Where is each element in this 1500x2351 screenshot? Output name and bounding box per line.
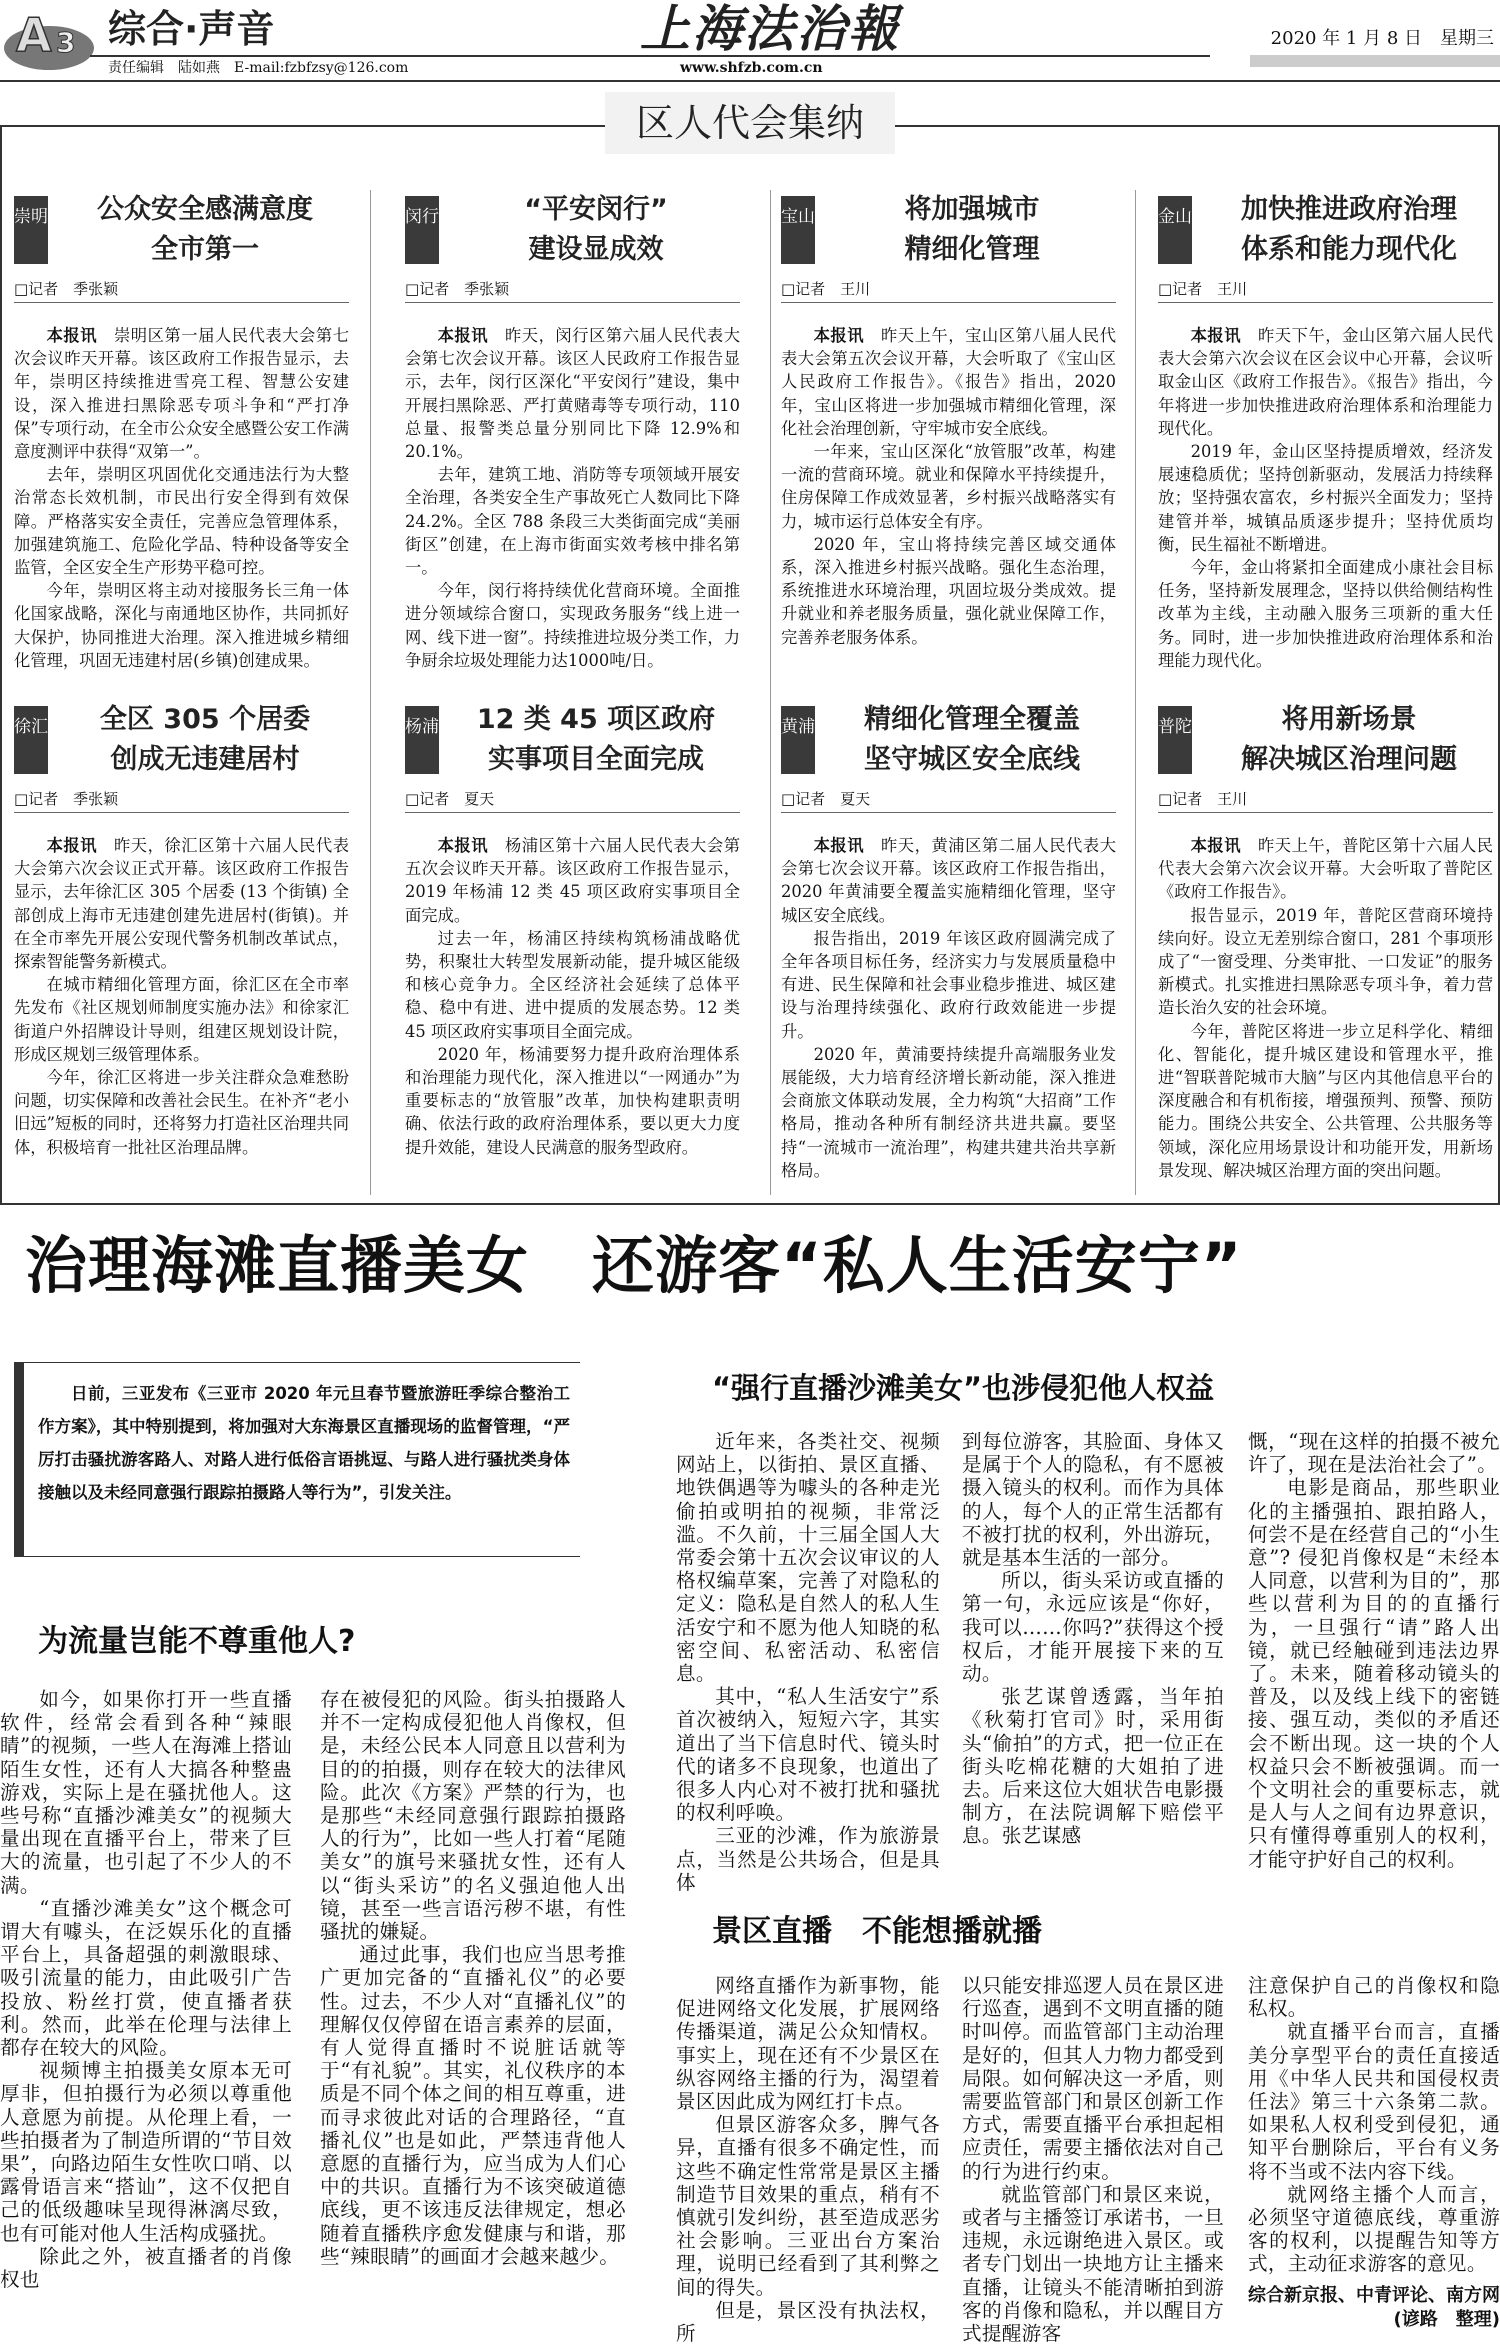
article-paragraph: 报告指出，2019 年该区政府圆满完成了全年各项目标任务，经济实力与发展质量稳中有进、民生保障和社会事业稳步推进、城区建设与治理持续强化、政府行政效能进一步提升。 (781, 928, 1116, 1041)
compiler-credit: (谚路 整理) (1393, 2309, 1500, 2330)
article-body (405, 324, 740, 672)
column-paragraph: 以只能安排巡逻人员在景区进行巡查，遇到不文明直播的随时叫停。而监管部门主动治理是好的，但其人力物力都受到局限。如何解决这一矛盾，则需要监管部门和景区创新工作方式，需要直播平台承担起相应责任，需要主播依法对自己的行为进行约束。 (962, 1974, 1224, 2183)
article-title-line: “平安闵行” (524, 194, 668, 225)
article-body (405, 834, 740, 1159)
left-article-title: 为流量岂能不尊重他人? (38, 1624, 356, 1659)
section-name: 综合·声音 (108, 7, 275, 51)
article-paragraph (1158, 834, 1493, 904)
column-divider (370, 190, 371, 1195)
byline-rule (1158, 302, 1493, 303)
paragraph-text: 杨浦区第十六届人民代表大会第五次会议昨天开幕。该区政府工作报告显示，2019 年杨浦 12 类 45 项区政府实事项目全面完成。 (405, 836, 740, 925)
article-title-line: 全区 305 个居委 (99, 704, 311, 735)
column-paragraph: 通过此事，我们也应当思考推广更加完备的“直播礼仪”的必要性。过去，不少人对“直播礼仪”的理解仅仅停留在语言素养的层面，有人觉得直播时不说脏话就等于“有礼貌”。其实，礼仪秩序的本质是不同个体之间的相互尊重，进而寻求彼此对话的合理路径，“直播礼仪”也是如此，严禁违背他人意愿的直播行为，应当成为人们心中的共识。直播行为不该突破道德底线，更不该违反法律规定，想必随着直播秩序愈发健康与和谐，那些“辣眼睛”的画面才会越来越少。 (320, 1943, 626, 2268)
page-number-badge (4, 8, 96, 68)
byline-rule (781, 302, 1116, 303)
article-title (451, 190, 741, 270)
reporter-byline: □记者 王川 (1158, 790, 1248, 808)
reporter-byline: □记者 夏天 (405, 790, 495, 808)
article-title-line: 坚守城区安全底线 (864, 744, 1080, 775)
article-paragraph (781, 834, 1116, 927)
byline-rule (405, 302, 740, 303)
column-paragraph: 除此之外，被直播者的肖像权也 (0, 2244, 292, 2292)
district-label: 金山 (1158, 196, 1192, 264)
scenic-article-col1 (676, 1974, 940, 2345)
article-paragraph: 2019 年，金山区坚持提质增效，经济发展速稳质优；坚持创新驱动，发展活力持续释放；坚持强农富农，乡村振兴全面发力；坚持建管并举，城镇品质逐步提升；坚持优质均衡，民生福祉不断增进。 (1158, 442, 1493, 554)
byline-rule (14, 302, 349, 303)
article-title-line: 12 类 45 项区政府 (476, 704, 716, 735)
feature-intro: 日前，三亚发布《三亚市 2020 年元旦春节暨旅游旺季综合整治工作方案》，其中特别提到，将加强对大东海景区直播现场的监督管理，“严厉打击骚扰游客路人、对路人进行低俗言语挑逗、与路人进行骚扰类身体接触以及未经同意强行跟踪拍摄路人等行为”，引发关注。 (14, 1362, 580, 1557)
article-body (1158, 324, 1493, 672)
article-title-line: 公众安全感满意度 (97, 194, 313, 225)
paragraph-text: 崇明区第一届人民代表大会第七次会议昨天开幕。该区政府工作报告显示，去年，崇明区持续推进雪亮工程、智慧公安建设，深入推进扫黑除恶专项斗争和“严打净保”专项行动，在全市公众安全感暨公安工作满意度测评中获得“双第一”。 (14, 326, 349, 462)
scenic-article-title: 景区直播 不能想播就播 (712, 1914, 1042, 1949)
right-article-col1 (676, 1430, 940, 1894)
article-paragraph: 今年，徐汇区将进一步关注群众急难愁盼问题，切实保障和改善社会民生。在补齐“老小旧远”短板的同时，还将努力打造社区治理共同体，积极培育一批社区治理品牌。 (14, 1068, 349, 1157)
article-title (1204, 190, 1494, 270)
column-paragraph: 但景区游客众多，脾气各异，直播有很多不确定性，而这些不确定性常常是景区主播制造节目效果的重点，稍有不慎就引发纠纷，甚至造成恶劣社会影响。三亚出台方案治理，说明已经看到了其利弊之间的得失。 (676, 2113, 940, 2299)
reporter-byline: □记者 王川 (1158, 280, 1248, 298)
reporter-byline: □记者 夏天 (781, 790, 871, 808)
paragraph-text: 昨天，闵行区第六届人民代表大会第七次会议开幕。该区人民政府工作报告显示，去年，闵行区深化“平安闵行”建设，集中开展扫黑除恶、严打黄赌毒等专项行动，110 总量、报警类总量分别同比下降 12.9%和 20.1%。 (405, 326, 740, 462)
column-paragraph: 其中，“私人生活安宁”系首次被纳入，短短六字，其实道出了当下信息时代、镜头时代的诸多不良现象，也道出了很多人内心对不被打扰和骚扰的权利呼唤。 (676, 1685, 940, 1825)
lead-tag: 本报讯 (813, 326, 865, 345)
article-paragraph: 去年，建筑工地、消防等专项领域开展安全治理，各类安全生产事故死亡人数同比下降 24.2%。全区 788 条段三大类街面完成“美丽街区”创建，在上海市街面实效考核中排名第一。 (405, 465, 740, 578)
article-body (1158, 834, 1493, 1182)
source-credit (1248, 2284, 1500, 2332)
source-list: 综合新京报、中青评论、南方网 (1248, 2285, 1500, 2306)
byline-rule (14, 812, 349, 813)
paragraph-text: 昨天下午，金山区第六届人民代表大会第六次会议在区会议中心开幕，会议听取金山区《政府工作报告》。《报告》指出，今年将进一步加快推进政府治理体系和治理能力现代化。 (1158, 326, 1493, 438)
column-paragraph: 电影是商品，那些职业化的主播强拍、跟拍路人，何尝不是在经营自己的“小生意”? 侵犯肖像权是“未经本人同意，以营利为目的”，那些以营利为目的的直播行为，一旦强行“请”路人出镜，就已经触碰到违法边界了。未来，随着移动镜头的普及，以及线上线下的密链接、强互动，类似的矛盾还会不断出现。这一块的个人权益只会不断被强调。而一个文明社会的重要标志，就是人与人之间有边界意识，只有懂得尊重别人的权利，才能守护好自己的权利。 (1248, 1476, 1500, 1871)
reporter-byline: □记者 季张颖 (14, 280, 119, 298)
reporter-byline: □记者 王川 (781, 280, 871, 298)
byline-rule (1158, 812, 1493, 813)
column-paragraph: “直播沙滩美女”这个概念可谓大有噱头，在泛娱乐化的直播平台上，具备超强的刺激眼球、吸引流量的能力，由此吸引广告投放、粉丝打赏，使直播者获利。然而，此举在伦理与法律上都存在较大的风险。 (0, 1896, 292, 2060)
column-paragraph: 就网络主播个人而言，必须坚守道德底线，尊重游客的权利，以提醒告知等方式，主动征求游客的意见。 (1248, 2182, 1500, 2276)
article-paragraph: 2020 年，黄浦要持续提升高端服务业发展能级，大力培育经济增长新动能，深入推进会商旅文体联动发展，全力构筑“大招商”工作格局，推动各种所有制经济共进共赢。要坚持“一流城市一流治理”，构建共建共治共享新格局。 (781, 1044, 1116, 1180)
scenic-article-col2 (962, 1974, 1224, 2345)
article-paragraph: 报告显示，2019 年，普陀区营商环境持续向好。设立无差别综合窗口，281 个事项形成了“一窗受理、分类审批、一口发证”的服务新模式。扎实推进扫黑除恶专项斗争，着力营造长治久安的社会环境。 (1158, 905, 1493, 1018)
feature-headline: 治理海滩直播美女 还游客“私人生活安宁” (25, 1229, 1243, 1302)
article-title (827, 700, 1117, 780)
article-title (1204, 700, 1494, 780)
article-body (781, 834, 1116, 1182)
article-title-line: 建设显成效 (528, 234, 664, 265)
article-paragraph: 一年来，宝山区深化“放管服”改革，构建一流的营商环境。就业和保障水平持续提升，住房保障工作成效显著，乡村振兴战略落实有力，城市运行总体安全有序。 (781, 442, 1116, 531)
reporter-byline: □记者 季张颖 (14, 790, 119, 808)
column-divider (1135, 190, 1136, 1195)
header-grey-bar (1250, 55, 1500, 67)
article-title-line: 体系和能力现代化 (1241, 234, 1457, 265)
article-paragraph (405, 834, 740, 927)
article-title (60, 190, 350, 270)
column-paragraph: 三亚的沙滩，作为旅游景点，当然是公共场合，但是具体 (676, 1824, 940, 1894)
article-paragraph (14, 834, 349, 973)
byline-rule (405, 812, 740, 813)
left-article-col2 (320, 1688, 626, 2268)
lead-tag: 本报讯 (1190, 836, 1242, 855)
district-label: 杨浦 (405, 706, 439, 774)
newspaper-logo: 上海法治報 (640, 0, 900, 58)
lead-tag: 本报讯 (46, 326, 98, 345)
issue-date: 2020 年 1 月 8 日 星期三 (1270, 28, 1494, 49)
lead-tag: 本报讯 (46, 836, 98, 855)
right-article-title: “强行直播沙滩美女”也涉侵犯他人权益 (712, 1371, 1215, 1405)
article-title-line: 将加强城市 (904, 194, 1040, 225)
reporter-byline: □记者 季张颖 (405, 280, 510, 298)
column-paragraph: 视频博主拍摄美女原本无可厚非，但拍摄行为必须以尊重他人意愿为前提。从伦理上看，一些拍摄者为了制造所谓的“节目效果”，向路边陌生女性吹口哨、以露骨语言来“搭讪”，这不仅把自己的低级趣味呈现得淋漓尽致，也有可能对他人生活构成骚扰。 (0, 2059, 292, 2245)
district-label: 崇明 (14, 196, 48, 264)
column-paragraph: 注意保护自己的肖像权和隐私权。 (1248, 1974, 1500, 2021)
page-letter: A (16, 8, 52, 62)
article-title (827, 190, 1117, 270)
article-paragraph (14, 324, 349, 463)
right-article-col3 (1248, 1430, 1500, 1871)
article-title-line: 精细化管理全覆盖 (864, 704, 1080, 735)
paragraph-text: 昨天，黄浦区第二届人民代表大会第七次会议开幕。该区政府工作报告指出，2020 年黄浦要全覆盖实施精细化管理，坚守城区安全底线。 (781, 836, 1116, 925)
section-title: 区人代会集纳 (605, 92, 895, 154)
lead-tag: 本报讯 (437, 836, 489, 855)
column-paragraph: 但是，景区没有执法权，所 (676, 2298, 940, 2346)
article-paragraph: 2020 年，宝山将持续完善区域交通体系，深入推进乡村振兴战略。强化生态治理，系统推进水环境治理，巩固垃圾分类成效。提升就业和养老服务质量，强化就业保障工作，完善养老服务体系。 (781, 534, 1116, 647)
district-label: 普陀 (1158, 706, 1192, 774)
article-title-line: 全市第一 (151, 234, 259, 265)
article-body (781, 324, 1116, 649)
article-title-line: 加快推进政府治理 (1241, 194, 1457, 225)
article-title (60, 700, 350, 780)
article-paragraph: 2020 年，杨浦要努力提升政府治理体系和治理能力现代化，深入推进以“一网通办”为重要标志的“放管服”改革，加快构建职责明确、依法行政的政府治理体系，要以更大力度提升效能，建设人民满意的服务型政府。 (405, 1044, 740, 1157)
article-paragraph: 今年，闵行将持续优化营商环境。全面推进分领域综合窗口，实现政务服务“线上进一网、线下进一窗”。持续推进垃圾分类工作，力争厨余垃圾处理能力达1000吨/日。 (405, 581, 740, 670)
paragraph-text: 昨天上午，普陀区第十六届人民代表大会第六次会议开幕。大会听取了普陀区《政府工作报告》。 (1158, 836, 1493, 902)
scenic-article-col3 (1248, 1974, 1500, 2276)
header-divider (0, 80, 1500, 82)
article-title-line: 创成无违建居村 (110, 744, 300, 775)
article-title (451, 700, 741, 780)
article-paragraph: 今年，普陀区将进一步立足科学化、精细化、智能化，提升城区建设和管理水平，推进“智联普陀城市大脑”与区内其他信息平台的深度融合和有机衔接，增强预判、预警、预防能力。围绕公共安全、公共管理、公共服务等领域，深化应用场景设计和功能开发，用新场景发现、解决城区治理方面的突出问题。 (1158, 1021, 1493, 1180)
article-body (14, 324, 349, 672)
article-paragraph (781, 324, 1116, 440)
column-paragraph: 网络直播作为新事物，能促进网络文化发展，扩展网络传播渠道，满足公众知情权。事实上，现在还有不少景区在纵容网络主播的行为，渴望着景区因此成为网红打卡点。 (676, 1974, 940, 2114)
column-paragraph: 就直播平台而言，直播美分享型平台的责任直接适用《中华人民共和国侵权责任法》第三十六条第二款。如果私人权利受到侵犯，通知平台删除后，平台有义务将不当或不法内容下线。 (1248, 2020, 1500, 2183)
article-paragraph: 今年，金山将紧扣全面建成小康社会目标任务，坚持新发展理念，坚持以供给侧结构性改革为主线，主动融入服务三项新的重大任务。同时，进一步加快推进政府治理体系和治理能力现代化。 (1158, 558, 1493, 670)
right-article-col2 (962, 1430, 1224, 1848)
article-title-line: 实事项目全面完成 (488, 744, 704, 775)
byline-rule (781, 812, 1116, 813)
column-paragraph: 所以，街头采访或直播的第一句，永远应该是“你好，我可以……你吗?”获得这个授权后，才能开展接下来的互动。 (962, 1569, 1224, 1686)
article-title-line: 将用新场景 (1281, 704, 1417, 735)
article-paragraph: 去年，崇明区巩固优化交通违法行为大整治常态长效机制，市民出行安全得到有效保障。严格落实安全责任，完善应急管理体系，加强建筑施工、危险化学品、特种设备等安全监管，全区安全生产形势平稳可控。 (14, 465, 349, 578)
district-label: 宝山 (781, 196, 815, 264)
website-url: www.shfzb.com.cn (680, 60, 823, 76)
article-body (14, 834, 349, 1159)
column-paragraph: 近年来，各类社交、视频网站上，以街拍、景区直播、地铁偶遇等为噱头的各种走光偷拍或明拍的视频，非常泛滥。不久前，十三届全国人大常委会第十五次会议审议的人格权编草案，完善了对隐私的定义：隐私是自然人的私人生活安宁和不愿为他人知晓的私密空间、私密活动、私密信息。 (676, 1430, 940, 1686)
paragraph-text: 昨天，徐汇区第十六届人民代表大会第六次会议正式开幕。该区政府工作报告显示，去年徐汇区 305 个居委 (13 个街镇) 全部创成上海市无违建创建先进居村(街镇)。并在全市率先开展公安现代警务机制改革试点，探索智能警务新模式。 (14, 836, 349, 972)
page-number: 3 (56, 26, 76, 59)
article-paragraph: 在城市精细化管理方面，徐汇区在全市率先发布《社区规划师制度实施办法》和徐家汇街道户外招牌设计导则，组建区规划设计院，形成区规划三级管理体系。 (14, 975, 349, 1064)
editor-line: 责任编辑 陆如燕 E-mail:fzbfzsy@126.com (108, 60, 409, 76)
column-paragraph: 就监管部门和景区来说，或者与主播签订承诺书，一旦违规，永远谢绝进入景区。或者专门划出一块地方让主播来直播，让镜头不能清晰拍到游客的肖像和隐私，并以醒目方式提醒游客 (962, 2182, 1224, 2346)
column-paragraph: 存在被侵犯的风险。街头拍摄路人并不一定构成侵犯他人肖像权，但是，未经公民本人同意且以营利为目的的拍摄，则存在较大的法律风险。此次《方案》严禁的行为，也是那些“未经同意强行跟踪拍摄路人的行为”，比如一些人打着“尾随美女”的旗号来骚扰女性，还有人以“街头采访”的名义强迫他人出镜，甚至一些言语污秽不堪，有性骚扰的嫌疑。 (320, 1688, 626, 1944)
lead-tag: 本报讯 (813, 836, 865, 855)
lead-tag: 本报讯 (437, 326, 489, 345)
article-paragraph: 今年，崇明区将主动对接服务长三角一体化国家战略，深化与南通地区协作，共同抓好大保护，协同推进大治理。深入推进城乡精细化管理，巩固无违建村居(乡镇)创建成果。 (14, 581, 349, 670)
district-label: 徐汇 (14, 706, 48, 774)
article-paragraph (1158, 324, 1493, 440)
column-divider (770, 190, 771, 1195)
left-article-col1 (0, 1688, 292, 2291)
column-paragraph: 张艺谋曾透露，当年拍《秋菊打官司》时，采用街头“偷拍”的方式，把一位正在街头吃棉花糖的大姐拍了进去。后来这位大姐状告电影摄制方，在法院调解下赔偿平息。张艺谋感 (962, 1685, 1224, 1848)
column-paragraph: 如今，如果你打开一些直播软件，经常会看到各种“辣眼睛”的视频，一些人在海滩上搭讪陌生女性，还有人大搞各种整蛊游戏，实际上是在骚扰他人。这些号称“直播沙滩美女”的视频大量出现在直播平台上，带来了巨大的流量，也引起了不少人的不满。 (0, 1688, 292, 1897)
column-paragraph: 到每位游客，其脸面、身体又是属于个人的隐私，有不愿被摄入镜头的权利。而作为具体的人，每个人的正常生活都有不被打扰的权利，外出游玩，就是基本生活的一部分。 (962, 1430, 1224, 1570)
article-paragraph (405, 324, 740, 463)
district-label: 闵行 (405, 196, 439, 264)
article-title-line: 解决城区治理问题 (1241, 744, 1457, 775)
lead-tag: 本报讯 (1190, 326, 1242, 345)
article-title-line: 精细化管理 (904, 234, 1040, 265)
district-label: 黄浦 (781, 706, 815, 774)
article-paragraph: 过去一年，杨浦区持续构筑杨浦战略优势，积聚壮大转型发展新动能，提升城区能级和核心竞争力。全区经济社会延续了总体平稳、稳中有进、进中提质的发展态势。12 类 45 项区政府实事项目全面完成。 (405, 928, 740, 1041)
paragraph-text: 昨天上午，宝山区第八届人民代表大会第五次会议开幕，大会听取了《宝山区人民政府工作报告》。《报告》指出，2020 年，宝山区将进一步加强城市精细化管理，深化社会治理创新，守牢城市安全底线。 (781, 326, 1116, 438)
column-paragraph: 慨，“现在这样的拍摄不被允许了，现在是法治社会了”。 (1248, 1430, 1500, 1477)
